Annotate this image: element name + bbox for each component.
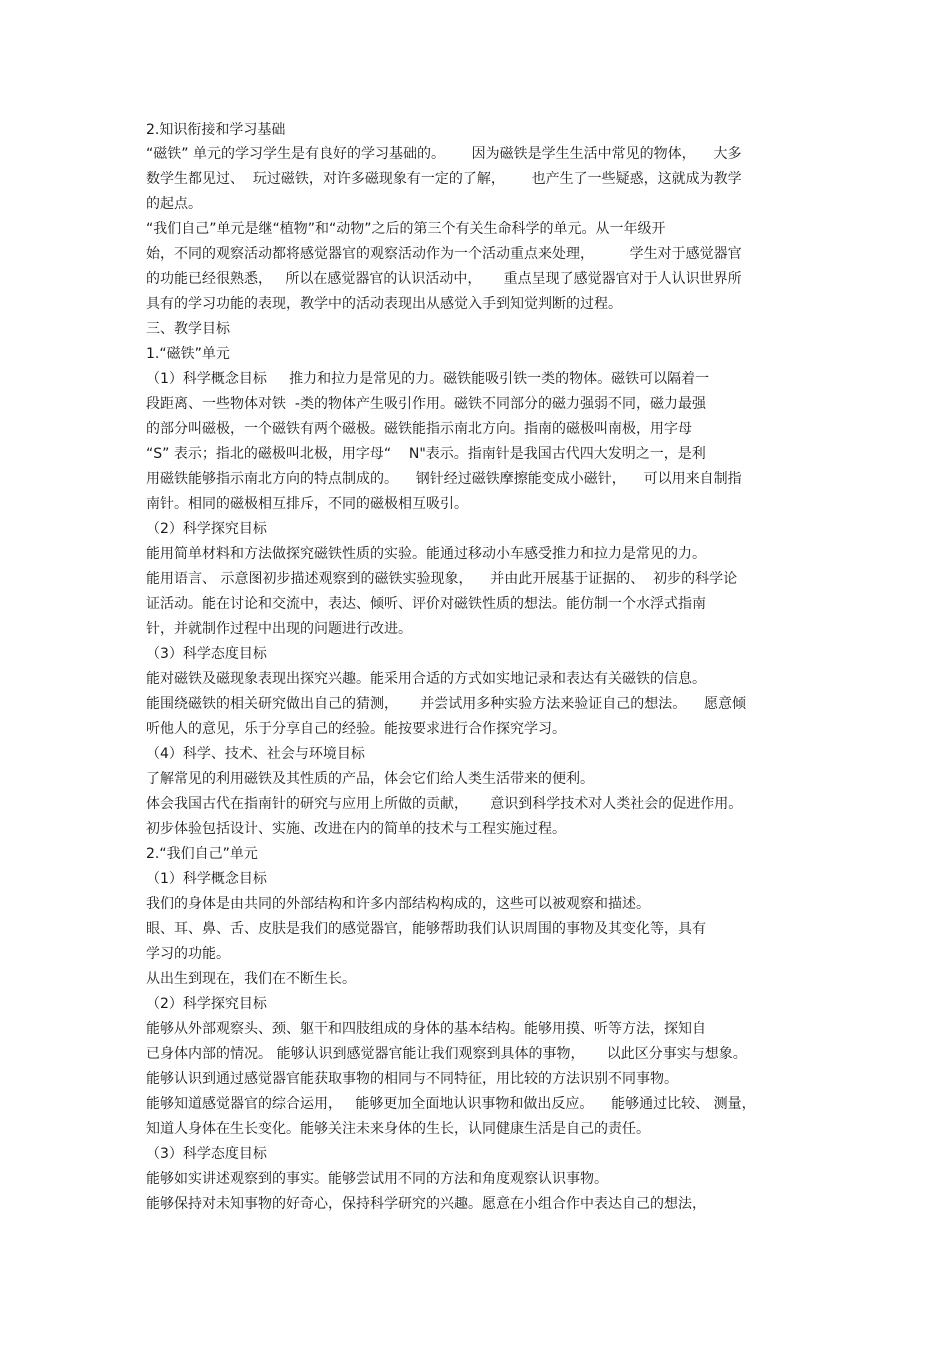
text-line: 能用语言、 示意图初步描述观察到的磁铁实验现象， 并由此开展基于证据的、 初步的科学论 bbox=[146, 571, 738, 587]
subsection-heading: （3）科学态度目标 bbox=[146, 1146, 267, 1162]
text-line: 针，并就制作过程中出现的问题进行改进。 bbox=[146, 621, 412, 637]
text-line: 从出生到现在，我们在不断生长。 bbox=[146, 971, 356, 987]
text-line: 了解常见的利用磁铁及其性质的产品，体会它们给人类生活带来的便利。 bbox=[146, 771, 594, 787]
text-line: 听他人的意见，乐于分享自己的经验。能按要求进行合作探究学习。 bbox=[146, 721, 566, 737]
text-line: 段距离、一些物体对铁 -类的物体产生吸引作用。磁铁不同部分的磁力强弱不同，磁力最强 bbox=[146, 396, 706, 412]
text-line: 数学生都见过、 玩过磁铁，对许多磁现象有一定的了解， 也产生了一些疑惑，这就成为教学 bbox=[146, 171, 742, 187]
subsection-heading: （4）科学、技术、社会与环境目标 bbox=[146, 746, 365, 762]
text-line: 能用简单材料和方法做探究磁铁性质的实验。能通过移动小车感受推力和拉力是常见的力。 bbox=[146, 546, 706, 562]
text-line: 具有的学习功能的表现，教学中的活动表现出从感觉入手到知觉判断的过程。 bbox=[146, 296, 622, 312]
text-line: 的起点。 bbox=[146, 196, 202, 212]
text-line: 我们的身体是由共同的外部结构和许多内部结构构成的，这些可以被观察和描述。 bbox=[146, 896, 650, 912]
section-heading: 2.知识衔接和学习基础 bbox=[146, 122, 286, 138]
text-line: 能够如实讲述观察到的事实。能够尝试用不同的方法和角度观察认识事物。 bbox=[146, 1171, 608, 1187]
text-line: 能围绕磁铁的相关研究做出自己的猜测， 并尝试用多种实验方法来验证自己的想法。 愿意倾 bbox=[146, 696, 747, 712]
subsection-heading: （2）科学探究目标 bbox=[146, 521, 267, 537]
section-heading: 三、教学目标 bbox=[146, 321, 230, 337]
text-line: 能够保持对未知事物的好奇心，保持科学研究的兴趣。愿意在小组合作中表达自己的想法， bbox=[146, 1196, 706, 1212]
subsection-heading: 1.“磁铁”单元 bbox=[146, 346, 230, 362]
text-line: 的部分叫磁极，一个磁铁有两个磁极。磁铁能指示南北方向。指南的磁极叫南极，用字母 bbox=[146, 421, 692, 437]
text-line: 知道人身体在生长变化。能够关注未来身体的生长，认同健康生活是自己的责任。 bbox=[146, 1121, 650, 1137]
text-line: 能对磁铁及磁现象表现出探究兴趣。能采用合适的方式如实地记录和表达有关磁铁的信息。 bbox=[146, 671, 706, 687]
text-line: “磁铁” 单元的学习学生是有良好的学习基础的。 因为磁铁是学生生活中常见的物体， 大多 bbox=[146, 146, 742, 162]
text-line: 能够认识到通过感觉器官能获取事物的相同与不同特征，用比较的方法识别不同事物。 bbox=[146, 1071, 678, 1087]
text-line: 证活动。能在讨论和交流中，表达、倾听、评价对磁铁性质的想法。能仿制一个水浮式指南 bbox=[146, 596, 706, 612]
text-line: 已身体内部的情况。 能够认识到感觉器官能让我们观察到具体的事物， 以此区分事实与想象。 bbox=[146, 1046, 747, 1062]
text-line: 眼、耳、鼻、舌、皮肤是我们的感觉器官，能够帮助我们认识周围的事物及其变化等，具有 bbox=[146, 921, 706, 937]
subsection-heading: （1）科学概念目标 bbox=[146, 871, 267, 887]
text-line: 的功能已经很熟悉， 所以在感觉器官的认识活动中， 重点呈现了感觉器官对于人认识世界所 bbox=[146, 271, 742, 287]
subsection-heading: 2.“我们自己”单元 bbox=[146, 846, 258, 862]
text-line: “我们自己”单元是继“植物”和“动物”之后的第三个有关生命科学的单元。从一年级开 bbox=[146, 221, 666, 237]
text-line: 能够从外部观察头、颈、躯干和四肢组成的身体的基本结构。能够用摸、听等方法，探知自 bbox=[146, 1021, 706, 1037]
text-line: 能够知道感觉器官的综合运用， 能够更加全面地认识事物和做出反应。 能够通过比较、 测量， bbox=[146, 1096, 756, 1112]
text-line: 用磁铁能够指示南北方向的特点制成的。 钢针经过磁铁摩擦能变成小磁针， 可以用来自制指 bbox=[146, 471, 742, 487]
text-line: 南针。相同的磁极相互排斥，不同的磁极相互吸引。 bbox=[146, 496, 468, 512]
text-line: 始，不同的观察活动都将感觉器官的观察活动作为一个活动重点来处理， 学生对于感觉器官 bbox=[146, 246, 742, 262]
text-line: 体会我国古代在指南针的研究与应用上所做的贡献， 意识到科学技术对人类社会的促进作用。 bbox=[146, 796, 743, 812]
text-line: “S” 表示；指北的磁极叫北极，用字母“ N"表示。指南针是我国古代四大发明之一，是利 bbox=[146, 446, 706, 462]
text-line: 初步体验包括设计、实施、改进在内的简单的技术与工程实施过程。 bbox=[146, 821, 566, 837]
subsection-heading: （3）科学态度目标 bbox=[146, 646, 267, 662]
text-line: （1）科学概念目标 推力和拉力是常见的力。磁铁能吸引铁一类的物体。磁铁可以隔着一 bbox=[146, 371, 710, 387]
subsection-heading: （2）科学探究目标 bbox=[146, 996, 267, 1012]
text-line: 学习的功能。 bbox=[146, 946, 230, 962]
